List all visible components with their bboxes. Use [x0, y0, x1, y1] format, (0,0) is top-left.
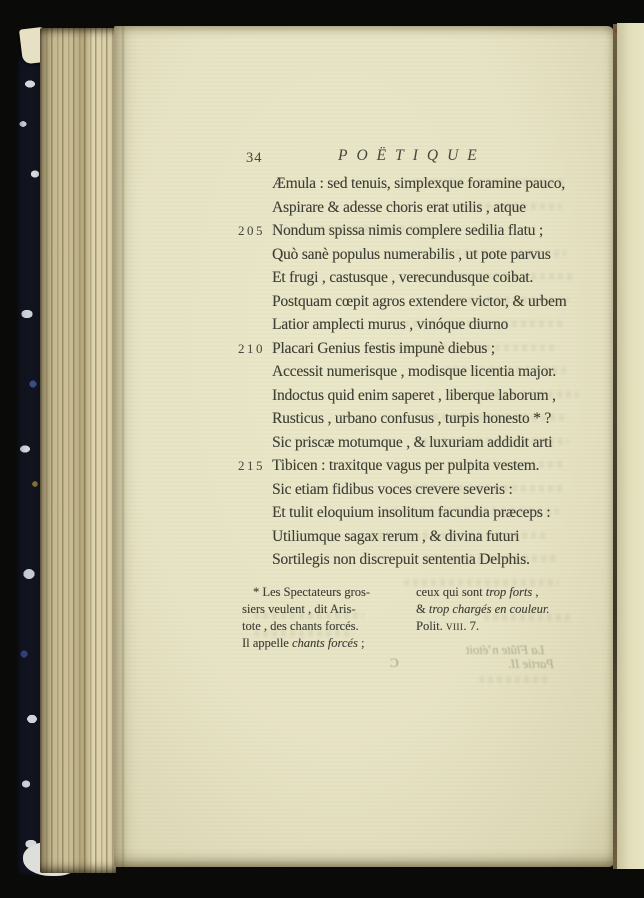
facing-page-sliver: [617, 23, 644, 869]
page-number: 34: [246, 150, 263, 166]
verse-line: [238, 410, 598, 434]
verse-line-text: Nondum spissa nimis complere sedilia flatu ;: [272, 222, 544, 239]
verse-line-text: Tibicen : traxitque vagus per pulpita vestem.: [272, 457, 540, 474]
verse-line-number: 215: [238, 458, 265, 473]
verse-line: [238, 434, 598, 458]
verse-line: [238, 293, 598, 317]
footnote-text: tote , des chants forcés.: [242, 619, 359, 633]
verse-line-text: Sic priscæ motumque , & luxuriam addidit arti: [272, 433, 553, 451]
footnote-line: [416, 618, 592, 635]
footnote-text: trop chargés en couleur.: [428, 602, 550, 616]
book-page: [114, 26, 614, 867]
verse-line: [238, 457, 598, 481]
verse-line-text: Sortilegis non discrepuit sententia Delphis.: [272, 551, 530, 568]
verse-line: [238, 551, 598, 575]
footnote-text: trop forts: [485, 585, 533, 599]
footnote-text: Il appelle: [242, 636, 292, 650]
footnote-line: [242, 601, 402, 618]
verse-line-text: Aspirare & adesse choris erat utilis , atque: [272, 198, 526, 216]
verse-line-text: Indoctus quid enim saperet , liberque laborum ,: [272, 386, 556, 404]
footnote-text: . 7.: [463, 619, 479, 633]
bleed-through-text: Partie II.: [508, 657, 554, 671]
verse-block: [238, 175, 598, 575]
verse-line: [238, 504, 598, 528]
bleed-through-signature: C: [390, 655, 399, 670]
verse-line: [238, 316, 598, 340]
verse-line: [238, 363, 598, 387]
verse-line: [238, 199, 598, 223]
verse-line: [238, 222, 598, 246]
footnote-text: * Les Spectateurs gros-: [253, 585, 370, 599]
verse-line: [238, 387, 598, 411]
verse-line-text: Et frugi , castusque , verecundusque coibat.: [272, 269, 534, 286]
footnote-text: ;: [357, 636, 365, 650]
footnote-text: chants forcés: [291, 636, 358, 650]
verse-line: [238, 175, 598, 199]
footnote-block: [242, 584, 594, 652]
fore-edge-page-stack: [40, 28, 116, 873]
footnote-text: siers veulent , dit Aris-: [242, 602, 356, 616]
running-title: POËTIQUE: [338, 147, 486, 164]
footnote-line: [416, 601, 592, 618]
show-through-streak: [479, 676, 549, 683]
verse-line-text: Placari Genius festis impunè diebus ;: [272, 339, 495, 357]
page-header: [114, 146, 614, 170]
footnote-right-column: [416, 584, 592, 652]
verse-line-number: 205: [238, 223, 265, 238]
verse-line: [238, 481, 598, 505]
verse-line-text: Latior amplecti murus , vinóque diurno: [272, 316, 509, 333]
footnote-text: &: [416, 602, 429, 616]
footnote-text: ,: [532, 585, 539, 599]
verse-line-text: Et tulit eloquium insolitum facundia præceps :: [272, 504, 551, 521]
footnote-text: ceux qui sont: [416, 585, 486, 599]
verse-line: [238, 528, 598, 552]
verse-line-text: Æmula : sed tenuis, simplexque foramine pauco,: [272, 175, 565, 192]
verse-line: [238, 246, 598, 270]
verse-line-text: Postquam cœpit agros extendere victor, & urbem: [272, 292, 567, 310]
verse-line-number: 210: [238, 340, 265, 356]
footnote-line: [242, 618, 402, 635]
verse-line-text: Quò sanè populus numerabilis , ut pote parvus: [272, 245, 551, 263]
bleed-through-text: La Flûte n’étoit: [466, 643, 545, 657]
verse-line-text: Accessit numerisque , modisque licentia major.: [272, 363, 556, 380]
verse-line-text: Sic etiam fidibus voces crevere severis :: [272, 480, 513, 498]
verse-line: [238, 340, 598, 364]
footnote-left-column: [242, 584, 402, 652]
verse-line: [238, 269, 598, 293]
footnote-line: [242, 635, 402, 652]
footnote-line: [242, 584, 402, 601]
footnote-text: Polit.: [416, 619, 446, 633]
verse-line-text: Utiliumque sagax rerum , & divina futuri: [272, 527, 520, 545]
verse-line-text: Rusticus , urbano confusus , turpis honesto * ?: [272, 410, 552, 427]
footnote-line: [416, 584, 592, 601]
footnote-text: viii: [445, 619, 464, 633]
